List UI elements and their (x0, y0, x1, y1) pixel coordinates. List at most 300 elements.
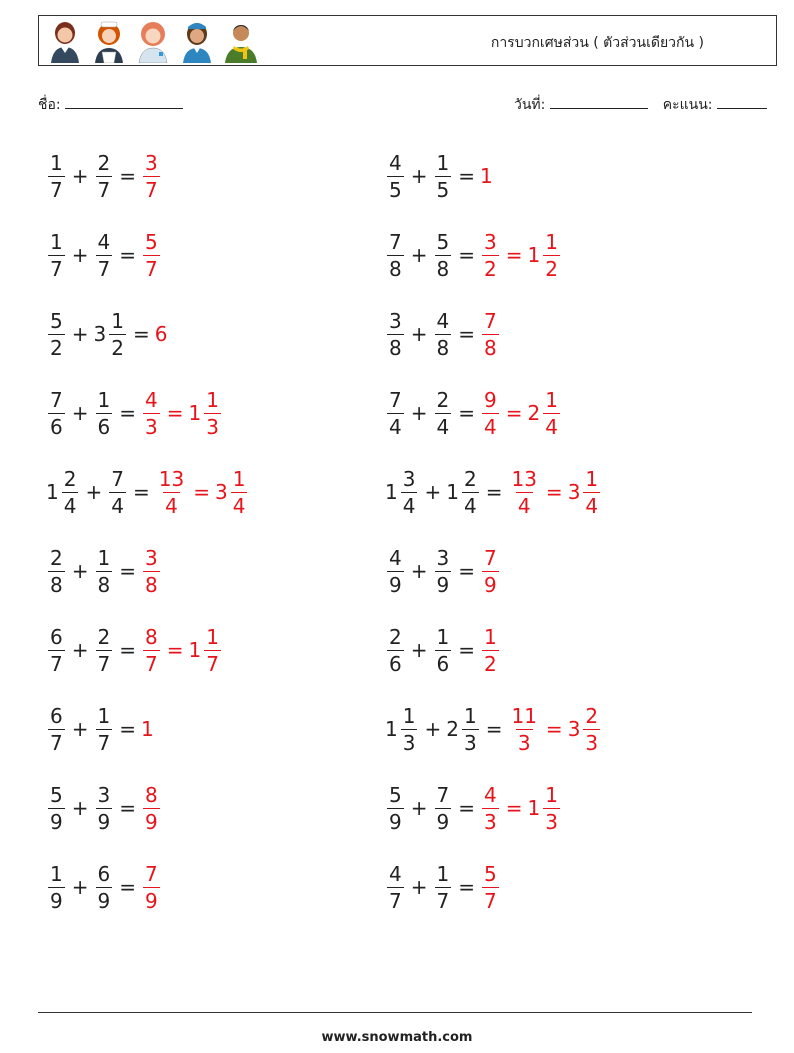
fraction (62, 466, 79, 518)
equals-sign: = (119, 717, 136, 741)
plus-sign: + (410, 796, 428, 820)
fraction (543, 387, 560, 439)
fraction (48, 624, 65, 676)
answer-term (567, 466, 602, 518)
numerator: 2 (585, 703, 599, 728)
answer-term (527, 229, 562, 281)
denominator: 9 (97, 888, 111, 913)
plus-sign: + (71, 638, 89, 662)
operand (433, 229, 454, 281)
numerator: 3 (484, 229, 497, 254)
answer-term (480, 387, 501, 439)
denominator: 8 (50, 572, 63, 597)
denominator: 3 (585, 730, 599, 755)
fraction (435, 150, 452, 202)
answer-term (141, 545, 162, 597)
numerator: 1 (111, 308, 124, 333)
problem-item (385, 304, 501, 364)
equals-sign: = (458, 322, 475, 346)
plus-sign: + (71, 164, 89, 188)
numerator: 1 (97, 545, 111, 570)
operand (385, 308, 406, 360)
whole-number: 1 (527, 796, 541, 820)
fraction (435, 624, 452, 676)
fraction (387, 308, 404, 360)
denominator: 4 (436, 414, 450, 439)
denominator: 4 (165, 493, 178, 518)
plus-sign: + (410, 875, 428, 899)
equals-sign: = (458, 638, 475, 662)
denominator: 9 (50, 809, 63, 834)
numerator: 2 (50, 545, 63, 570)
operand (385, 782, 406, 834)
plus-sign: + (71, 796, 89, 820)
numerator: 2 (97, 624, 111, 649)
denominator: 2 (545, 256, 558, 281)
answer (480, 229, 562, 281)
denominator: 4 (517, 493, 531, 518)
answer-term (188, 387, 223, 439)
fraction (482, 545, 499, 597)
numerator: 1 (436, 861, 450, 886)
equals-sign: = (545, 717, 563, 741)
fraction (387, 624, 404, 676)
fraction (482, 624, 499, 676)
problem-item (46, 462, 249, 522)
problem-item (385, 146, 494, 206)
whole-number: 2 (446, 717, 459, 741)
numerator: 1 (585, 466, 599, 491)
fraction (482, 308, 499, 360)
equals-sign: = (166, 401, 184, 425)
numerator: 4 (389, 150, 402, 175)
fraction (435, 861, 452, 913)
operand (94, 387, 115, 439)
numerator: 7 (145, 861, 158, 886)
plus-sign: + (410, 243, 428, 267)
name-label: ชื่อ: (38, 97, 61, 113)
numerator: 7 (111, 466, 124, 491)
numerator: 1 (206, 624, 219, 649)
numerator: 3 (436, 545, 450, 570)
operand (433, 782, 454, 834)
footer-divider (38, 1012, 752, 1013)
plus-sign: + (410, 559, 428, 583)
numerator: 5 (436, 229, 450, 254)
equals-sign: = (132, 322, 150, 346)
denominator: 9 (50, 888, 63, 913)
denominator: 4 (402, 493, 416, 518)
whole-number: 1 (527, 243, 541, 267)
fraction (509, 466, 538, 518)
denominator: 7 (484, 888, 497, 913)
operand (94, 782, 115, 834)
operand (446, 703, 480, 755)
worksheet-title: การบวกเศษส่วน ( ตัวส่วนเดียวกัน ) (490, 35, 704, 51)
answer-term (141, 782, 162, 834)
answer (480, 164, 494, 188)
problem-item (46, 146, 162, 206)
numerator: 1 (436, 150, 450, 175)
equals-sign: = (166, 638, 184, 662)
whole-number: 6 (154, 322, 168, 346)
answer (480, 545, 501, 597)
problem-item (46, 699, 155, 759)
operand (107, 466, 128, 518)
denominator: 3 (402, 730, 416, 755)
numerator: 2 (463, 466, 477, 491)
problem-item (46, 383, 223, 443)
denominator: 3 (484, 809, 497, 834)
numerator: 1 (484, 624, 497, 649)
operand (46, 545, 67, 597)
plus-sign: + (71, 559, 89, 583)
numerator: 1 (50, 229, 63, 254)
numerator: 2 (97, 150, 111, 175)
whole-number: 1 (141, 717, 154, 741)
operand (94, 703, 115, 755)
equals-sign: = (119, 875, 136, 899)
fraction (509, 703, 538, 755)
operand (94, 229, 115, 281)
answer-term (480, 308, 501, 360)
denominator: 7 (389, 888, 402, 913)
fraction (462, 703, 479, 755)
denominator: 2 (111, 335, 124, 360)
fraction (96, 703, 113, 755)
denominator: 9 (389, 572, 402, 597)
answer-term (480, 624, 501, 676)
numerator: 6 (50, 624, 63, 649)
denominator: 7 (145, 256, 158, 281)
equals-sign: = (485, 480, 503, 504)
fraction (96, 782, 113, 834)
whole-number: 1 (188, 401, 202, 425)
fraction (543, 782, 560, 834)
numerator: 4 (389, 861, 402, 886)
answer (480, 624, 501, 676)
fraction (143, 861, 160, 913)
answer-term (527, 387, 562, 439)
operand (46, 387, 67, 439)
operand (46, 782, 67, 834)
operand (433, 150, 454, 202)
answer (480, 308, 501, 360)
fraction (143, 387, 160, 439)
denominator: 8 (436, 335, 450, 360)
whole-number: 1 (385, 717, 398, 741)
denominator: 7 (145, 651, 158, 676)
numerator: 3 (145, 545, 158, 570)
fraction (482, 229, 499, 281)
fraction (401, 466, 418, 518)
numerator: 1 (232, 466, 246, 491)
answer-term (155, 322, 169, 346)
fraction (435, 387, 452, 439)
numerator: 1 (545, 387, 558, 412)
numerator: 1 (97, 387, 111, 412)
equals-sign: = (458, 401, 475, 425)
operand (446, 466, 480, 518)
equals-sign: = (458, 559, 475, 583)
fraction (96, 861, 113, 913)
answer (141, 150, 162, 202)
numerator: 2 (389, 624, 402, 649)
numerator: 3 (97, 782, 111, 807)
numerator: 7 (436, 782, 450, 807)
denominator: 6 (389, 651, 402, 676)
numerator: 4 (484, 782, 497, 807)
denominator: 7 (50, 256, 63, 281)
operand (385, 229, 406, 281)
denominator: 9 (484, 572, 497, 597)
problem-item (46, 225, 162, 285)
operand (93, 308, 128, 360)
denominator: 9 (97, 809, 111, 834)
problem-item (385, 225, 562, 285)
equals-sign: = (193, 480, 210, 504)
denominator: 9 (145, 888, 158, 913)
fraction (48, 703, 65, 755)
denominator: 7 (97, 651, 111, 676)
answer (141, 387, 223, 439)
numerator: 3 (145, 150, 158, 175)
numerator: 7 (50, 387, 63, 412)
whole-number: 1 (385, 480, 398, 504)
answer-term (507, 703, 540, 755)
numerator: 6 (97, 861, 111, 886)
operand (385, 861, 406, 913)
fraction (48, 229, 65, 281)
denominator: 2 (484, 256, 497, 281)
whole-number: 3 (93, 322, 107, 346)
fraction (48, 308, 65, 360)
answer-term (214, 466, 249, 518)
denominator: 8 (389, 256, 402, 281)
denominator: 4 (111, 493, 124, 518)
answer (507, 466, 602, 518)
answer (141, 624, 223, 676)
numerator: 3 (389, 308, 402, 333)
problem-item (46, 778, 162, 838)
operand (94, 861, 115, 913)
problem-item (385, 620, 501, 680)
fraction (387, 545, 404, 597)
equals-sign: = (132, 480, 150, 504)
answer-term (141, 717, 155, 741)
equals-sign: = (119, 638, 136, 662)
denominator: 5 (436, 177, 450, 202)
answer-term (188, 624, 223, 676)
plus-sign: + (410, 164, 428, 188)
footer-url: www.snowmath.com (321, 1030, 473, 1045)
fraction (387, 782, 404, 834)
answer-term (480, 229, 501, 281)
numerator: 4 (436, 308, 450, 333)
problem-item (46, 541, 162, 601)
problem-item (46, 304, 168, 364)
operand (46, 229, 67, 281)
numerator: 6 (50, 703, 63, 728)
denominator: 7 (206, 651, 219, 676)
plus-sign: + (424, 480, 442, 504)
numerator: 8 (145, 624, 158, 649)
numerator: 13 (511, 466, 537, 491)
numerator: 2 (436, 387, 450, 412)
operand (433, 387, 454, 439)
numerator: 5 (145, 229, 158, 254)
fraction (143, 229, 160, 281)
denominator: 7 (97, 256, 111, 281)
denominator: 3 (517, 730, 531, 755)
denominator: 2 (50, 335, 63, 360)
numerator: 1 (97, 703, 111, 728)
answer-term (527, 782, 562, 834)
answer-term (155, 466, 188, 518)
fraction (435, 308, 452, 360)
denominator: 4 (63, 493, 77, 518)
date-label: วันที่: (514, 97, 546, 113)
numerator: 1 (50, 150, 63, 175)
numerator: 1 (50, 861, 63, 886)
equals-sign: = (119, 401, 136, 425)
operand (94, 624, 115, 676)
plus-sign: + (71, 322, 89, 346)
equals-sign: = (545, 480, 563, 504)
problem-item (46, 620, 223, 680)
equals-sign: = (458, 164, 475, 188)
answer (507, 703, 602, 755)
operand (46, 861, 67, 913)
numerator: 1 (545, 782, 558, 807)
denominator: 3 (463, 730, 477, 755)
denominator: 6 (436, 651, 450, 676)
equals-sign: = (505, 401, 523, 425)
denominator: 9 (145, 809, 158, 834)
answer-term (141, 861, 162, 913)
numerator: 9 (484, 387, 497, 412)
whole-number: 2 (527, 401, 541, 425)
fraction (157, 466, 186, 518)
denominator: 7 (97, 730, 111, 755)
numerator: 1 (463, 703, 477, 728)
denominator: 4 (389, 414, 402, 439)
numerator: 4 (145, 387, 158, 412)
numerator: 5 (389, 782, 402, 807)
numerator: 1 (402, 703, 416, 728)
whole-number: 1 (188, 638, 202, 662)
answer (155, 466, 250, 518)
plus-sign: + (410, 638, 428, 662)
fraction (482, 861, 499, 913)
operand (46, 150, 67, 202)
answer-term (480, 164, 494, 188)
denominator: 8 (389, 335, 402, 360)
denominator: 3 (145, 414, 158, 439)
equals-sign: = (119, 164, 136, 188)
equals-sign: = (458, 243, 475, 267)
operand (385, 387, 406, 439)
numerator: 5 (50, 308, 63, 333)
answer-term (480, 861, 501, 913)
answer-term (480, 545, 501, 597)
answer-term (480, 782, 501, 834)
numerator: 1 (436, 624, 450, 649)
fraction (387, 387, 404, 439)
denominator: 4 (585, 493, 599, 518)
denominator: 2 (484, 651, 497, 676)
numerator: 5 (50, 782, 63, 807)
problem-item (46, 857, 162, 917)
equals-sign: = (458, 796, 475, 820)
fraction (48, 545, 65, 597)
equals-sign: = (119, 243, 136, 267)
operand (433, 308, 454, 360)
numerator: 13 (158, 466, 185, 491)
denominator: 5 (389, 177, 402, 202)
denominator: 8 (484, 335, 497, 360)
fraction (109, 308, 126, 360)
whole-number: 1 (446, 480, 459, 504)
answer-term (141, 150, 162, 202)
fraction (96, 229, 113, 281)
answer-term (141, 229, 162, 281)
fraction (387, 150, 404, 202)
whole-number: 3 (567, 717, 581, 741)
denominator: 3 (545, 809, 558, 834)
operand (385, 466, 419, 518)
whole-number: 3 (214, 480, 228, 504)
answer (480, 861, 501, 913)
score-label: คะแนน: (662, 97, 713, 113)
fraction (435, 545, 452, 597)
operand (94, 150, 115, 202)
operand (46, 703, 67, 755)
plus-sign: + (410, 401, 428, 425)
denominator: 8 (436, 256, 450, 281)
fraction (143, 150, 160, 202)
numerator: 3 (402, 466, 416, 491)
denominator: 6 (97, 414, 111, 439)
plus-sign: + (71, 401, 89, 425)
equals-sign: = (119, 796, 136, 820)
equals-sign: = (119, 559, 136, 583)
denominator: 9 (436, 809, 450, 834)
plus-sign: + (71, 243, 89, 267)
fraction (143, 782, 160, 834)
fraction (231, 466, 248, 518)
operand (385, 545, 406, 597)
numerator: 1 (545, 229, 558, 254)
answer (141, 717, 155, 741)
operand (46, 308, 67, 360)
problem-item (385, 778, 562, 838)
answer (155, 322, 169, 346)
denominator: 7 (50, 177, 63, 202)
denominator: 6 (50, 414, 63, 439)
problem-item (385, 541, 501, 601)
problem-item (385, 857, 501, 917)
fraction (143, 624, 160, 676)
fraction (204, 387, 221, 439)
answer-term (141, 387, 162, 439)
denominator: 4 (484, 414, 497, 439)
denominator: 4 (232, 493, 246, 518)
fraction (387, 229, 404, 281)
equals-sign: = (485, 717, 503, 741)
denominator: 3 (206, 414, 219, 439)
problem-item (385, 462, 602, 522)
